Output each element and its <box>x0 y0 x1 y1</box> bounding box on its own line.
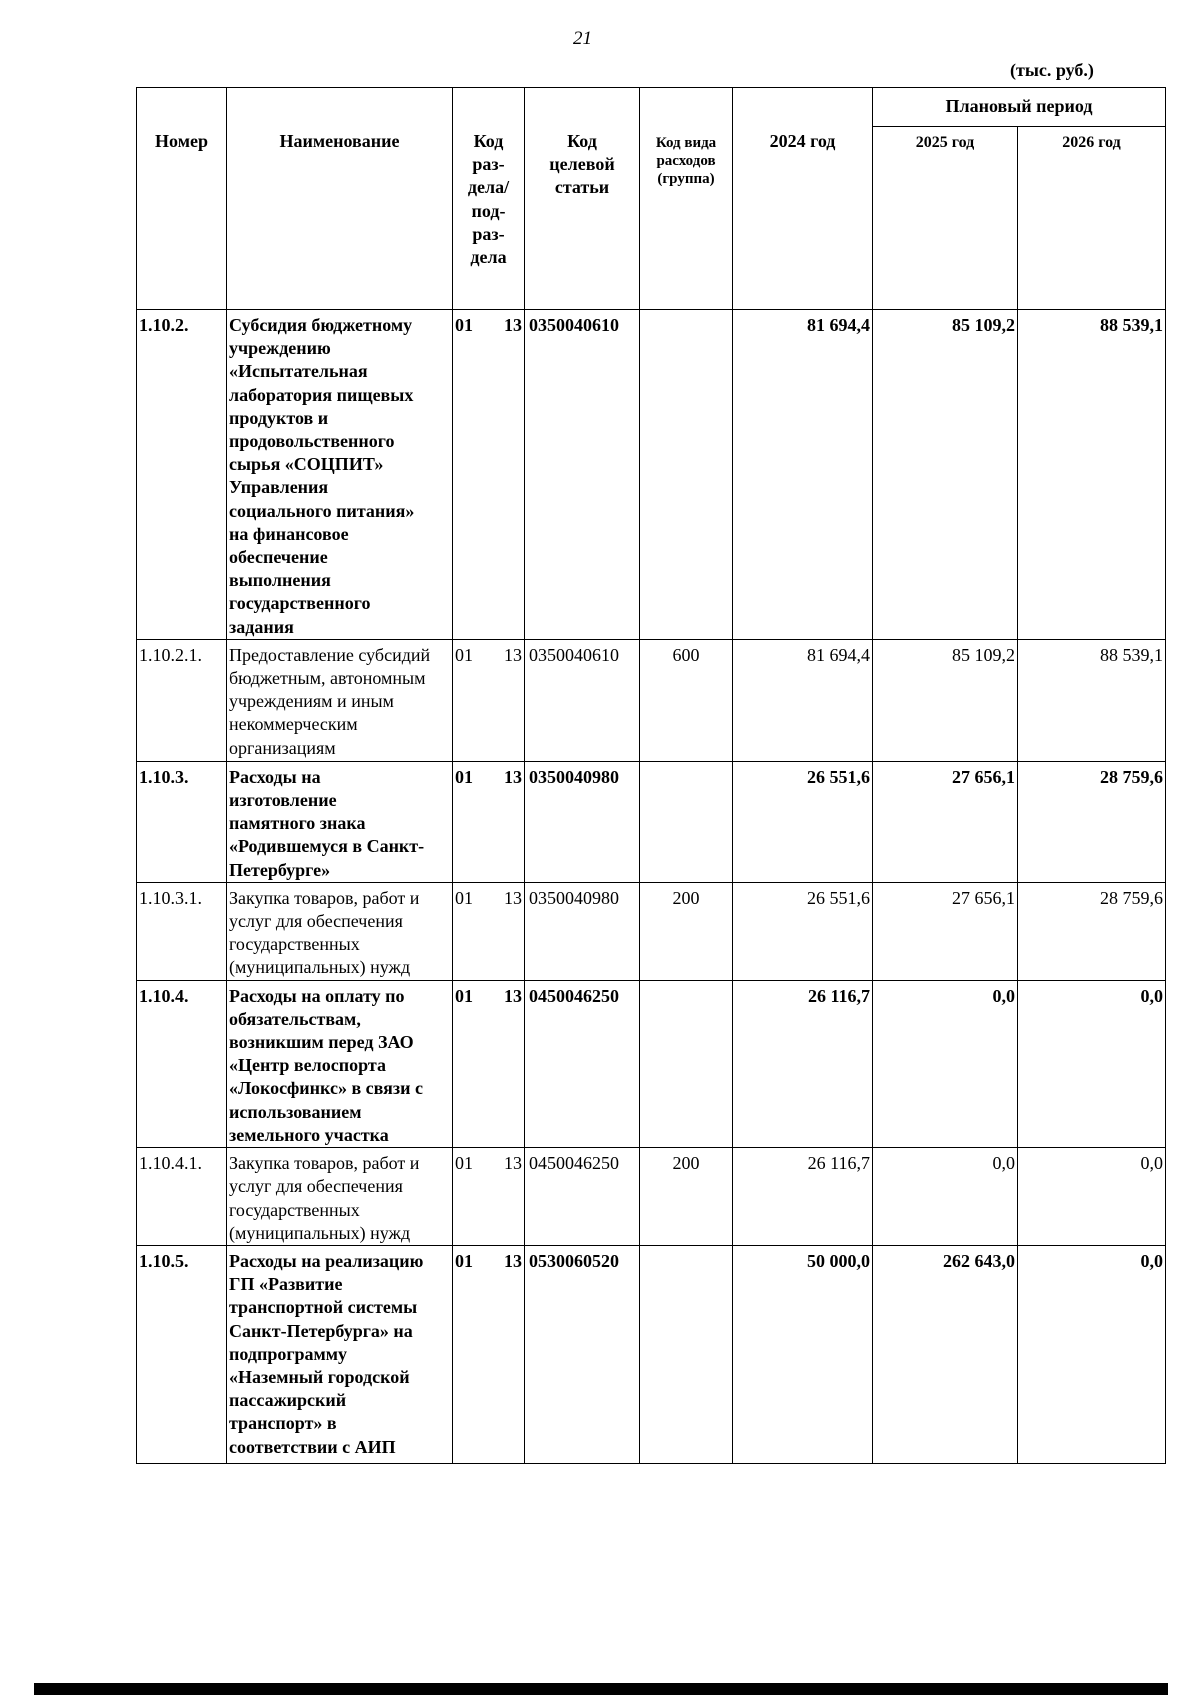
header-year-2025: 2025 год <box>873 127 1018 310</box>
header-section-line: дела <box>470 247 507 268</box>
header-section-line: раз- <box>472 154 505 175</box>
scan-edge-bar <box>34 1683 1168 1695</box>
row-target-code: 0350040610 <box>525 310 640 640</box>
budget-table <box>136 87 1166 1464</box>
row-section-code <box>453 761 525 882</box>
row-expense-type <box>640 980 733 1147</box>
row-name <box>227 639 453 761</box>
section-code-pair <box>455 887 522 910</box>
row-target-code: 0450046250 <box>525 980 640 1147</box>
row-name-line: Расходы на оплату по <box>229 985 405 1006</box>
row-name-line: «Центр велоспорта <box>229 1055 386 1076</box>
section-code: 01 <box>455 315 473 335</box>
row-name <box>227 882 453 980</box>
row-number: 1.10.5. <box>137 1245 227 1463</box>
row-target-code: 0530060520 <box>525 1245 640 1463</box>
row-name-line: обязательствам, <box>229 1008 361 1029</box>
header-type <box>640 88 733 310</box>
section-code-pair <box>455 1250 522 1273</box>
row-number: 1.10.2.1. <box>137 639 227 761</box>
row-amount-2025: 262 643,0 <box>873 1245 1018 1463</box>
row-name-line: земельного участка <box>229 1124 389 1145</box>
row-name-line: подпрограмму <box>229 1343 348 1364</box>
section-code: 01 <box>455 985 473 1006</box>
row-name-line: Расходы на реализацию <box>229 1250 424 1271</box>
header-type-line: (группа) <box>657 171 715 187</box>
header-type-line: расходов <box>656 153 716 169</box>
row-name-line: (муниципальных) нужд <box>229 957 411 978</box>
row-amount-2026: 28 759,6 <box>1018 882 1166 980</box>
row-name-line: учреждению <box>229 338 331 359</box>
table-row <box>137 1245 1166 1463</box>
row-name-line: возникшим перед ЗАО <box>229 1032 414 1053</box>
row-section-code <box>453 1148 525 1246</box>
row-expense-type <box>640 310 733 640</box>
row-number: 1.10.4.1. <box>137 1148 227 1246</box>
row-name-line: изготовление <box>229 790 337 811</box>
row-name-line: продовольственного <box>229 431 395 452</box>
row-expense-type: 600 <box>640 639 733 761</box>
table-body <box>137 310 1166 1464</box>
row-name-line: (муниципальных) нужд <box>229 1222 411 1243</box>
row-name <box>227 310 453 640</box>
row-name-line: бюджетным, автономным <box>229 668 426 689</box>
table-row <box>137 980 1166 1147</box>
row-name-line: социального питания» <box>229 500 415 521</box>
row-name-line: обеспечение <box>229 547 328 568</box>
header-number: Номер <box>137 88 227 310</box>
header-type-line: Код вида <box>655 135 717 151</box>
row-name-line: соответствии с АИП <box>229 1436 396 1457</box>
page-number: 21 <box>573 28 592 49</box>
row-amount-2026: 0,0 <box>1018 980 1166 1147</box>
row-name-line: задания <box>229 616 294 637</box>
row-amount-2026: 0,0 <box>1018 1148 1166 1246</box>
row-name-line: выполнения <box>229 570 331 591</box>
row-name-line: государственных <box>229 934 360 955</box>
row-name-line: услуг для обеспечения <box>229 911 403 932</box>
row-name-line: лаборатория пищевых <box>229 384 414 405</box>
section-code: 01 <box>455 1250 473 1271</box>
row-name <box>227 1148 453 1246</box>
row-number: 1.10.3. <box>137 761 227 882</box>
row-amount-2025: 85 109,2 <box>873 310 1018 640</box>
row-amount-2026: 28 759,6 <box>1018 761 1166 882</box>
row-name-line: некоммерческим <box>229 714 358 735</box>
header-name: Наименование <box>227 88 453 310</box>
row-section-code <box>453 882 525 980</box>
row-name-line: использованием <box>229 1101 362 1122</box>
section-code-pair <box>455 644 522 667</box>
row-name-line: государственного <box>229 593 371 614</box>
section-code-pair <box>455 985 522 1008</box>
row-section-code <box>453 980 525 1147</box>
row-amount-2025: 0,0 <box>873 980 1018 1147</box>
row-name-line: учреждениям и иным <box>229 691 394 712</box>
section-code: 01 <box>455 887 473 908</box>
row-number: 1.10.3.1. <box>137 882 227 980</box>
header-target-line: Код <box>567 131 597 151</box>
row-target-code: 0450046250 <box>525 1148 640 1246</box>
header-section-line: дела/ <box>467 177 510 198</box>
row-name-line: Закупка товаров, работ и <box>229 887 420 908</box>
row-name-line: «Наземный городской <box>229 1366 410 1387</box>
row-name-line: транспорт» в <box>229 1413 337 1434</box>
row-amount-2024: 81 694,4 <box>733 310 873 640</box>
row-amount-2024: 50 000,0 <box>733 1245 873 1463</box>
subsection-code: 13 <box>504 315 522 335</box>
header-target-line: целевой <box>549 154 615 175</box>
row-name-line: «Локосфинкс» в связи с <box>229 1078 423 1099</box>
row-amount-2026: 88 539,1 <box>1018 310 1166 640</box>
header-section-line: под- <box>471 200 506 221</box>
row-name-line: сырья «СОЦПИТ» <box>229 454 384 475</box>
row-amount-2025: 85 109,2 <box>873 639 1018 761</box>
units-label: (тыс. руб.) <box>1010 60 1094 80</box>
row-expense-type: 200 <box>640 882 733 980</box>
row-target-code: 0350040980 <box>525 761 640 882</box>
header-year-2026: 2026 год <box>1018 127 1166 310</box>
row-number: 1.10.2. <box>137 310 227 640</box>
row-name-line: государственных <box>229 1199 360 1220</box>
row-name <box>227 980 453 1147</box>
table-row <box>137 1148 1166 1246</box>
section-code-pair <box>455 314 522 337</box>
row-name-line: Петербурге» <box>229 859 331 880</box>
header-section-line: раз- <box>472 223 505 244</box>
table-row <box>137 310 1166 640</box>
row-name-line: «Родившемуся в Санкт- <box>229 836 425 857</box>
row-amount-2026: 0,0 <box>1018 1245 1166 1463</box>
row-name-line: пассажирский <box>229 1390 347 1411</box>
subsection-code: 13 <box>504 644 522 665</box>
row-section-code <box>453 310 525 640</box>
section-code: 01 <box>455 644 473 665</box>
row-name-line: на финансовое <box>229 523 349 544</box>
row-name-line: памятного знака <box>229 813 366 834</box>
subsection-code: 13 <box>504 887 522 908</box>
table-row <box>137 882 1166 980</box>
subsection-code: 13 <box>504 1250 522 1271</box>
row-name-line: Субсидия бюджетному <box>229 315 413 335</box>
section-code: 01 <box>455 1153 473 1174</box>
section-code: 01 <box>455 766 473 787</box>
row-amount-2025: 0,0 <box>873 1148 1018 1246</box>
row-name-line: Предоставление субсидий <box>229 644 431 665</box>
row-expense-type <box>640 761 733 882</box>
row-amount-2026: 88 539,1 <box>1018 639 1166 761</box>
subsection-code: 13 <box>504 766 522 787</box>
row-expense-type: 200 <box>640 1148 733 1246</box>
row-name <box>227 761 453 882</box>
row-expense-type <box>640 1245 733 1463</box>
section-code-pair <box>455 766 522 789</box>
row-target-code: 0350040980 <box>525 882 640 980</box>
row-name-line: Управления <box>229 477 329 498</box>
row-amount-2024: 26 551,6 <box>733 882 873 980</box>
header-target-line: статьи <box>554 177 610 198</box>
row-name-line: транспортной системы <box>229 1297 418 1318</box>
row-amount-2025: 27 656,1 <box>873 761 1018 882</box>
row-amount-2024: 26 551,6 <box>733 761 873 882</box>
row-section-code <box>453 1245 525 1463</box>
header-section-line: Код <box>473 131 504 151</box>
row-name-line: Расходы на <box>229 766 321 787</box>
row-amount-2025: 27 656,1 <box>873 882 1018 980</box>
row-number: 1.10.4. <box>137 980 227 1147</box>
header-section <box>453 88 525 310</box>
row-name-line: организациям <box>229 737 336 758</box>
header-target <box>525 88 640 310</box>
row-amount-2024: 26 116,7 <box>733 980 873 1147</box>
section-code-pair <box>455 1152 522 1175</box>
row-amount-2024: 81 694,4 <box>733 639 873 761</box>
row-target-code: 0350040610 <box>525 639 640 761</box>
row-name-line: Санкт-Петербурга» на <box>229 1320 413 1341</box>
row-name-line: продуктов и <box>229 407 329 428</box>
row-name-line: Закупка товаров, работ и <box>229 1153 420 1174</box>
row-name-line: ГП «Развитие <box>229 1274 343 1295</box>
header-planned-period: Плановый период <box>873 88 1166 127</box>
subsection-code: 13 <box>504 1153 522 1174</box>
table-row <box>137 761 1166 882</box>
table-row <box>137 639 1166 761</box>
row-name-line: услуг для обеспечения <box>229 1176 403 1197</box>
row-name-line: «Испытательная <box>229 361 368 382</box>
row-amount-2024: 26 116,7 <box>733 1148 873 1246</box>
subsection-code: 13 <box>504 985 522 1006</box>
row-name <box>227 1245 453 1463</box>
row-section-code <box>453 639 525 761</box>
header-year-2024: 2024 год <box>733 88 873 310</box>
